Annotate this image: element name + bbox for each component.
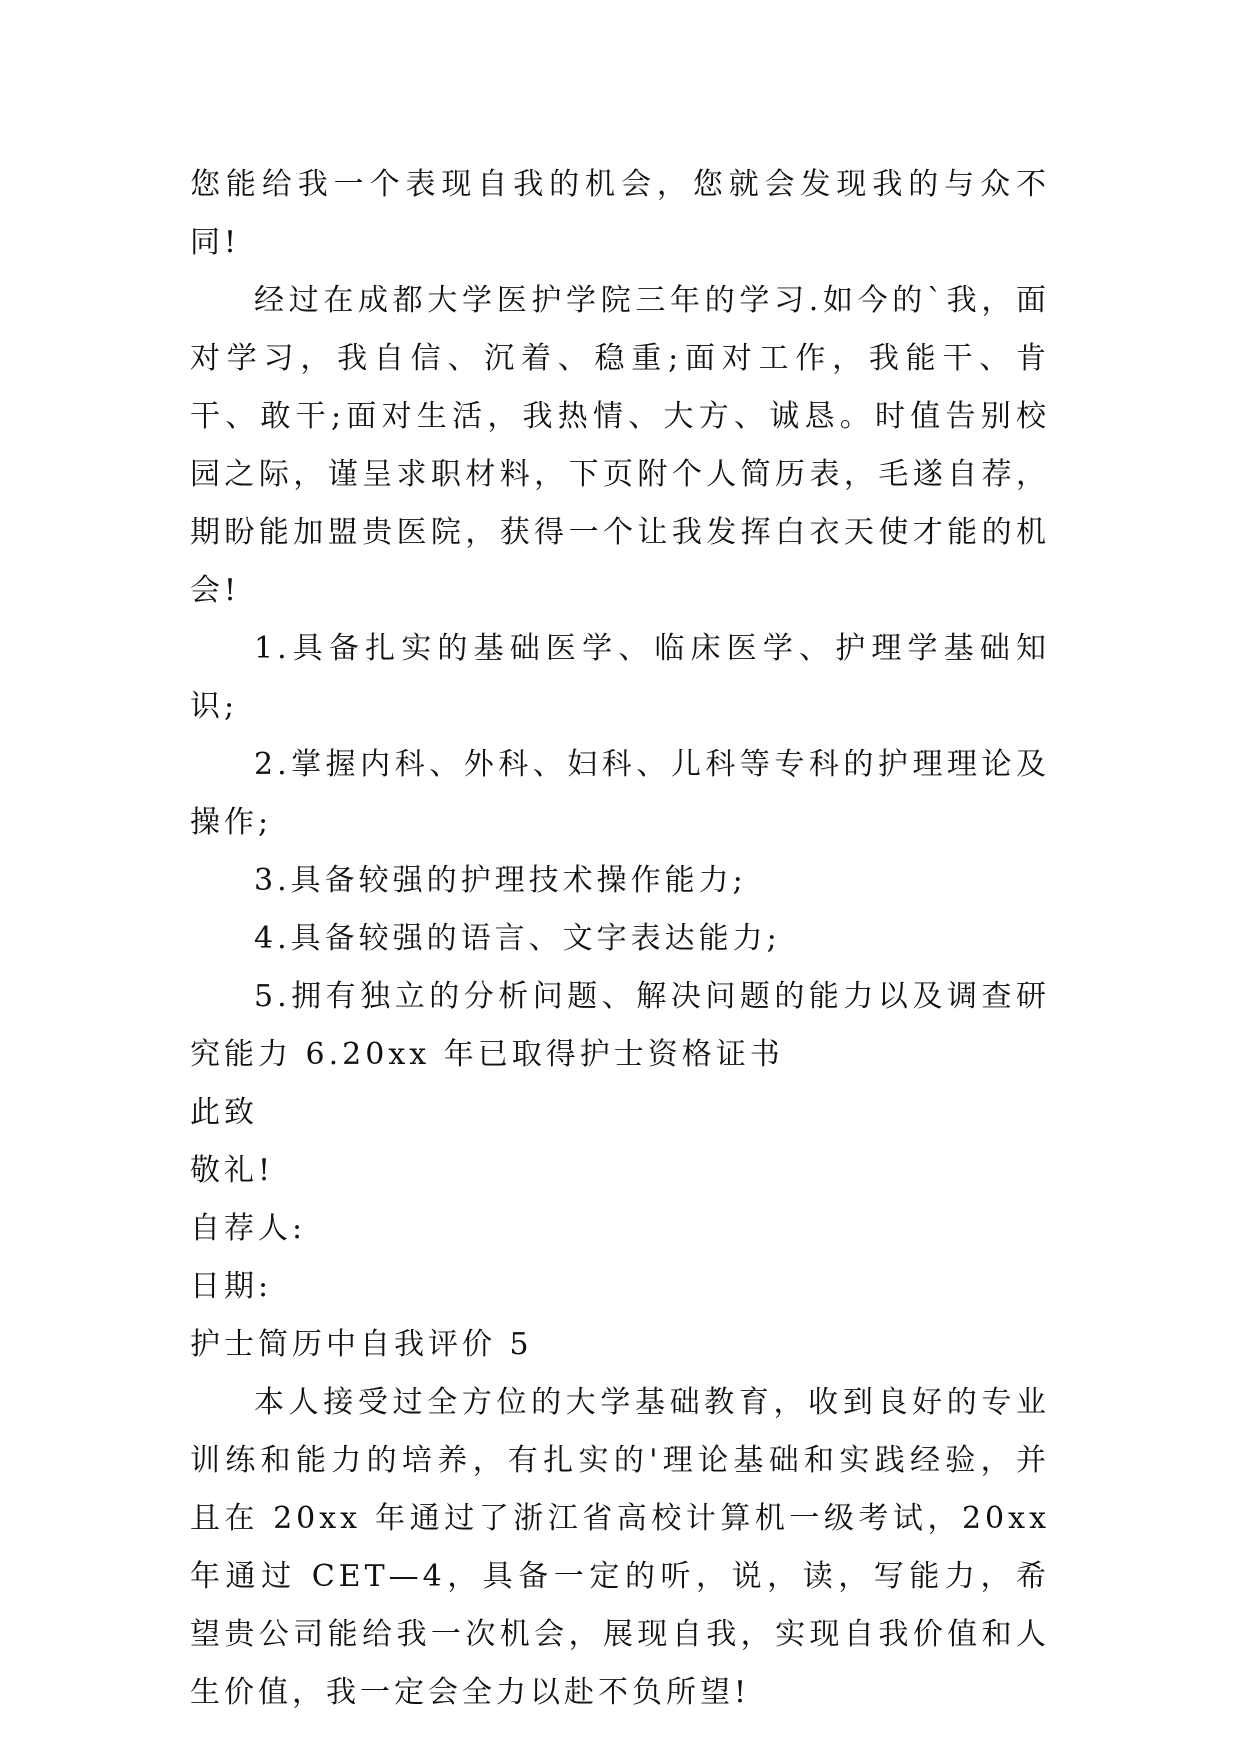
signature-line: 自荐人: <box>190 1211 307 1246</box>
list-item-4: 4.具备较强的语言、文字表达能力; <box>254 921 781 956</box>
paragraph-self-introduction: 经过在成都大学医护学院三年的学习.如今的`我，面对学习，我自信、沉着、稳重;面对工作，我能干、肯干、敢干;面对生活，我热情、大方、诚恳。时值告别校园之际，谨呈求职材料，下页附个人简历表，毛遂自荐，期盼能加盟贵医院，获得一个让我发挥白衣天使才能的机会! <box>190 283 1050 608</box>
list-item-1: 1.具备扎实的基础医学、临床医学、护理学基础知识; <box>190 631 1050 724</box>
section-heading: 护士简历中自我评价 5 <box>190 1327 533 1362</box>
date-line: 日期: <box>190 1269 273 1304</box>
paragraph-closing-opportunity: 您能给我一个表现自我的机会，您就会发现我的与众不同! <box>190 167 1050 260</box>
closing-regards: 敬礼! <box>190 1153 275 1188</box>
closing-salutation: 此致 <box>190 1095 258 1130</box>
list-item-3: 3.具备较强的护理技术操作能力; <box>254 863 747 898</box>
document-body <box>190 156 1050 1722</box>
list-item-5: 5.拥有独立的分析问题、解决问题的能力以及调查研究能力 6.20xx 年已取得护士资格证书 <box>190 979 1050 1072</box>
paragraph-self-evaluation: 本人接受过全方位的大学基础教育，收到良好的专业训练和能力的培养，有扎实的'理论基础和实践经验，并且在 20xx 年通过了浙江省高校计算机一级考试，20xx 年通过 CET—4，具备一定的听，说，读，写能力，希望贵公司能给我一次机会，展现自我，实现自我价值和人生价值，我一定会全力以赴不负所望! <box>190 1385 1050 1710</box>
list-item-2: 2.掌握内科、外科、妇科、儿科等专科的护理理论及操作; <box>190 747 1050 840</box>
